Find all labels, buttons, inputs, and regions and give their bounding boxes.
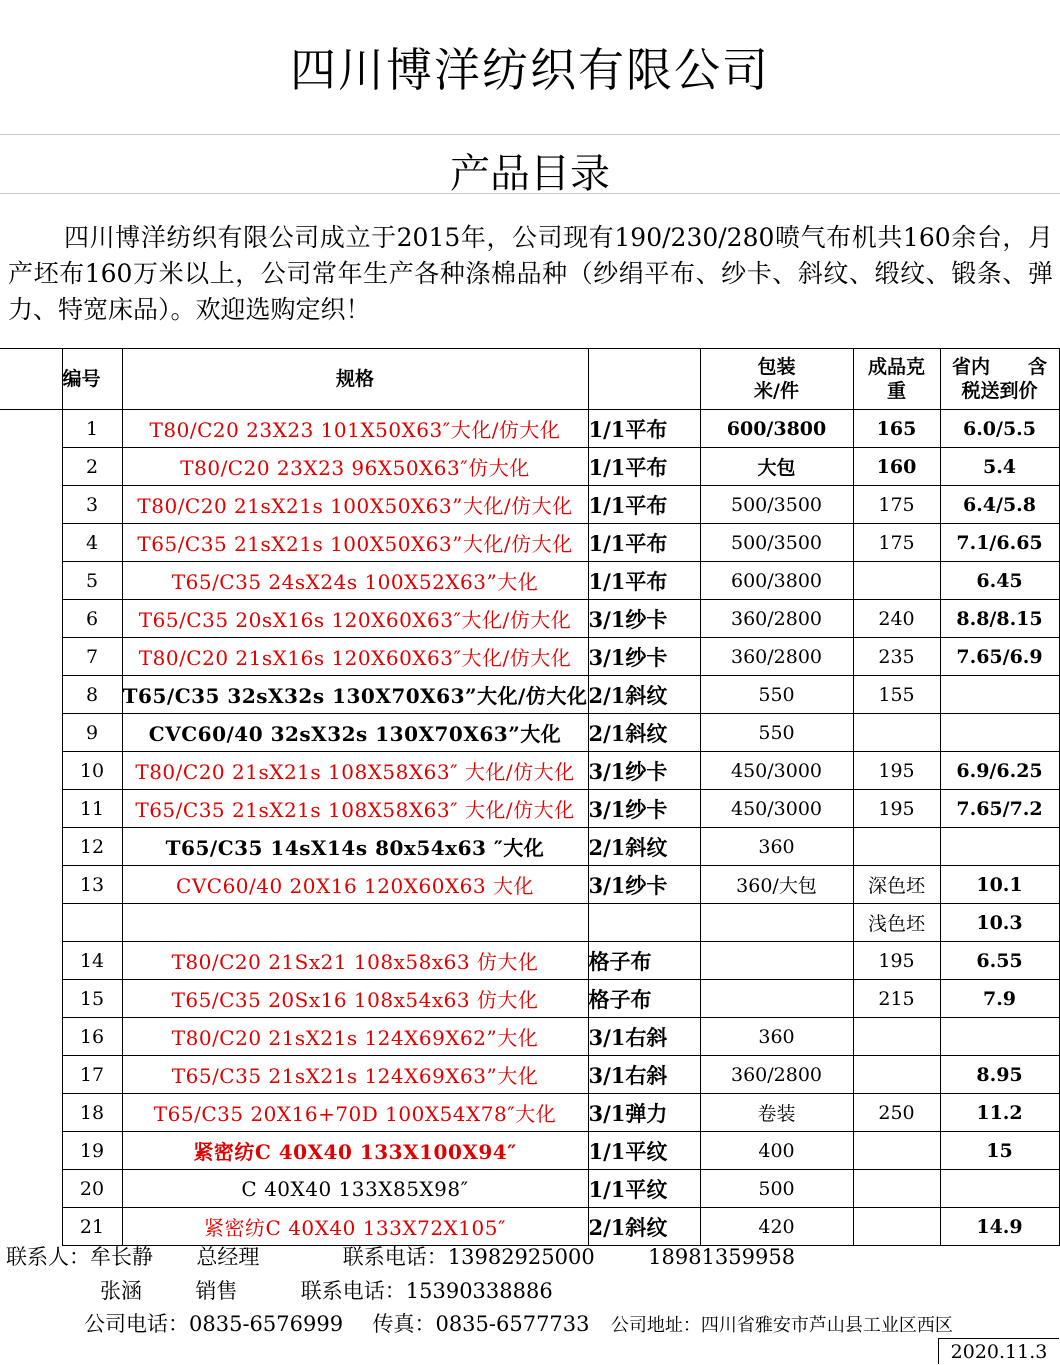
row-number: 5 bbox=[62, 562, 122, 600]
row-number: 18 bbox=[62, 1094, 122, 1132]
row-price: 6.0/5.5 bbox=[940, 410, 1059, 448]
row-blank bbox=[0, 1208, 62, 1246]
contact-name: 牟长静 bbox=[90, 1245, 153, 1269]
row-packing: 360/2800 bbox=[700, 1056, 853, 1094]
contact-title: 销售 bbox=[195, 1279, 238, 1303]
row-packing: 450/3000 bbox=[700, 790, 853, 828]
row-weave-type: 3/1右斜 bbox=[588, 1018, 700, 1056]
row-number: 14 bbox=[62, 942, 122, 980]
row-price: 5.4 bbox=[940, 448, 1059, 486]
contact-label: 联系人： bbox=[6, 1245, 90, 1269]
row-spec: 紧密纺C 40X40 133X100X94″ bbox=[122, 1132, 588, 1170]
row-spec: T80/C20 21sX16s 120X60X63″大化/仿大化 bbox=[122, 638, 588, 676]
row-spec: T65/C35 20sX16s 120X60X63″大化/仿大化 bbox=[122, 600, 588, 638]
row-packing: 大包 bbox=[700, 448, 853, 486]
row-weave-type: 2/1斜纹 bbox=[588, 1208, 700, 1246]
header-weight bbox=[853, 349, 940, 410]
row-spec: T65/C35 20Sx16 108x54x63 仿大化 bbox=[122, 980, 588, 1018]
row-spec: T65/C35 20X16+70D 100X54X78″大化 bbox=[122, 1094, 588, 1132]
row-spec: T65/C35 21sX21s 100X50X63”大化/仿大化 bbox=[122, 524, 588, 562]
row-number: 9 bbox=[62, 714, 122, 752]
table-row bbox=[0, 1018, 1059, 1056]
row-weave-type: 3/1纱卡 bbox=[588, 752, 700, 790]
row-price: 6.4/5.8 bbox=[940, 486, 1059, 524]
company-phone-label: 公司电话： bbox=[84, 1312, 189, 1336]
contact-line-2 bbox=[100, 1275, 553, 1305]
contact-phone-label: 联系电话： bbox=[300, 1279, 406, 1303]
row-weave-type: 2/1斜纹 bbox=[588, 714, 700, 752]
header-price bbox=[940, 349, 1059, 410]
row-spec: C 40X40 133X85X98″ bbox=[122, 1170, 588, 1208]
row-weight: 深色坯 bbox=[853, 866, 940, 904]
row-weight bbox=[853, 562, 940, 600]
table-row bbox=[0, 1056, 1059, 1094]
contact-phone-2: 18981359958 bbox=[648, 1245, 796, 1269]
row-packing: 500 bbox=[700, 1170, 853, 1208]
row-price: 7.65/7.2 bbox=[940, 790, 1059, 828]
row-price: 11.2 bbox=[940, 1094, 1059, 1132]
table-row bbox=[0, 676, 1059, 714]
row-spec: CVC60/40 32sX32s 130X70X63”大化 bbox=[122, 714, 588, 752]
row-number: 8 bbox=[62, 676, 122, 714]
row-number: 15 bbox=[62, 980, 122, 1018]
header-price-line2: 税送到价 bbox=[961, 380, 1038, 402]
table-row bbox=[0, 1094, 1059, 1132]
row-packing: 360 bbox=[700, 828, 853, 866]
row-weight bbox=[853, 1170, 940, 1208]
header-blank bbox=[0, 349, 62, 410]
row-weave-type: 1/1平布 bbox=[588, 524, 700, 562]
row-weave-type: 3/1纱卡 bbox=[588, 866, 700, 904]
row-blank bbox=[0, 866, 62, 904]
contact-name: 张涵 bbox=[100, 1279, 142, 1303]
row-price: 10.3 bbox=[940, 904, 1059, 942]
row-weave-type: 2/1斜纹 bbox=[588, 676, 700, 714]
table-row bbox=[0, 942, 1059, 980]
row-weight: 浅色坯 bbox=[853, 904, 940, 942]
table-row bbox=[0, 638, 1059, 676]
row-spec: T65/C35 21sX21s 124X69X63”大化 bbox=[122, 1056, 588, 1094]
row-weight: 235 bbox=[853, 638, 940, 676]
row-packing: 360/2800 bbox=[700, 638, 853, 676]
contact-phone-label: 联系电话： bbox=[342, 1245, 448, 1269]
row-price: 14.9 bbox=[940, 1208, 1059, 1246]
row-spec: T65/C35 24sX24s 100X52X63”大化 bbox=[122, 562, 588, 600]
row-price bbox=[940, 714, 1059, 752]
row-weave-type: 格子布 bbox=[588, 942, 700, 980]
row-price bbox=[940, 828, 1059, 866]
header-weight-line2: 重 bbox=[886, 380, 906, 402]
row-packing bbox=[700, 980, 853, 1018]
row-price: 7.1/6.65 bbox=[940, 524, 1059, 562]
row-packing: 360/大包 bbox=[700, 866, 853, 904]
row-weight bbox=[853, 1018, 940, 1056]
row-blank bbox=[0, 752, 62, 790]
header-price-line1: 省内 含 bbox=[951, 356, 1047, 378]
row-blank bbox=[0, 1018, 62, 1056]
contact-phone: 15390338886 bbox=[405, 1279, 553, 1303]
row-blank bbox=[0, 714, 62, 752]
row-blank bbox=[0, 524, 62, 562]
row-weight bbox=[853, 828, 940, 866]
product-table bbox=[0, 348, 1060, 1246]
row-packing: 600/3800 bbox=[700, 562, 853, 600]
row-price bbox=[940, 676, 1059, 714]
table-row bbox=[0, 866, 1059, 904]
table-row bbox=[0, 904, 1059, 942]
row-number: 16 bbox=[62, 1018, 122, 1056]
row-number: 11 bbox=[62, 790, 122, 828]
row-weave-type: 1/1平纹 bbox=[588, 1170, 700, 1208]
row-number: 20 bbox=[62, 1170, 122, 1208]
row-weight: 165 bbox=[853, 410, 940, 448]
company-title: 四川博洋纺织有限公司 bbox=[290, 43, 770, 97]
row-weight bbox=[853, 1056, 940, 1094]
contact-line-1 bbox=[6, 1241, 795, 1271]
row-spec: T80/C20 23X23 101X50X63″大化/仿大化 bbox=[122, 410, 588, 448]
row-blank bbox=[0, 600, 62, 638]
divider bbox=[0, 134, 1060, 135]
row-weave-type: 1/1平布 bbox=[588, 448, 700, 486]
row-blank bbox=[0, 790, 62, 828]
row-blank bbox=[0, 562, 62, 600]
row-packing: 550 bbox=[700, 676, 853, 714]
row-weight: 155 bbox=[853, 676, 940, 714]
row-number: 13 bbox=[62, 866, 122, 904]
row-blank bbox=[0, 448, 62, 486]
row-price: 8.95 bbox=[940, 1056, 1059, 1094]
row-weight: 160 bbox=[853, 448, 940, 486]
row-blank bbox=[0, 1132, 62, 1170]
table-row bbox=[0, 980, 1059, 1018]
row-number: 3 bbox=[62, 486, 122, 524]
row-number: 7 bbox=[62, 638, 122, 676]
row-price: 7.65/6.9 bbox=[940, 638, 1059, 676]
row-number: 6 bbox=[62, 600, 122, 638]
row-packing: 400 bbox=[700, 1132, 853, 1170]
row-blank bbox=[0, 676, 62, 714]
row-spec bbox=[122, 904, 588, 942]
table-row bbox=[0, 410, 1059, 448]
row-blank bbox=[0, 904, 62, 942]
row-blank bbox=[0, 638, 62, 676]
table-row bbox=[0, 486, 1059, 524]
row-weave-type: 1/1平布 bbox=[588, 562, 700, 600]
row-spec: T80/C20 21sX21s 108X58X63″ 大化/仿大化 bbox=[122, 752, 588, 790]
row-weave-type: 3/1弹力 bbox=[588, 1094, 700, 1132]
row-price: 8.8/8.15 bbox=[940, 600, 1059, 638]
catalog-title: 产品目录 bbox=[450, 151, 610, 197]
row-weave-type: 格子布 bbox=[588, 980, 700, 1018]
row-weight: 175 bbox=[853, 524, 940, 562]
row-weave-type: 1/1平布 bbox=[588, 410, 700, 448]
row-number: 12 bbox=[62, 828, 122, 866]
header-pack-line2: 米/件 bbox=[754, 380, 799, 402]
row-weave-type: 1/1平布 bbox=[588, 486, 700, 524]
row-blank bbox=[0, 486, 62, 524]
row-number bbox=[62, 904, 122, 942]
row-weight: 240 bbox=[853, 600, 940, 638]
row-number: 19 bbox=[62, 1132, 122, 1170]
table-row bbox=[0, 1170, 1059, 1208]
row-number: 1 bbox=[62, 410, 122, 448]
row-number: 21 bbox=[62, 1208, 122, 1246]
row-weave-type: 3/1纱卡 bbox=[588, 638, 700, 676]
contact-title: 总经理 bbox=[196, 1245, 260, 1269]
row-weight bbox=[853, 714, 940, 752]
row-weave-type: 1/1平纹 bbox=[588, 1132, 700, 1170]
company-phone: 0835-6576999 bbox=[189, 1312, 344, 1336]
row-weight bbox=[853, 1132, 940, 1170]
row-packing: 550 bbox=[700, 714, 853, 752]
row-blank bbox=[0, 410, 62, 448]
row-packing: 卷装 bbox=[700, 1094, 853, 1132]
table-row bbox=[0, 448, 1059, 486]
row-packing: 600/3800 bbox=[700, 410, 853, 448]
row-spec: T65/C35 14sX14s 80x54x63 ″大化 bbox=[122, 828, 588, 866]
company-contact-line bbox=[84, 1308, 953, 1338]
address-label: 公司地址： bbox=[610, 1315, 701, 1336]
row-price: 6.9/6.25 bbox=[940, 752, 1059, 790]
row-weight: 195 bbox=[853, 790, 940, 828]
table-row bbox=[0, 1208, 1059, 1246]
row-price bbox=[940, 1018, 1059, 1056]
company-intro bbox=[8, 220, 1053, 328]
header-no: 编号 bbox=[62, 349, 122, 410]
table-header-row bbox=[0, 349, 1059, 410]
row-number: 2 bbox=[62, 448, 122, 486]
row-blank bbox=[0, 942, 62, 980]
row-weight: 215 bbox=[853, 980, 940, 1018]
catalog-date: 2020.11.3 bbox=[938, 1338, 1059, 1364]
row-spec: T80/C20 21sX21s 100X50X63”大化/仿大化 bbox=[122, 486, 588, 524]
row-price: 15 bbox=[940, 1132, 1059, 1170]
row-weight: 175 bbox=[853, 486, 940, 524]
row-number: 4 bbox=[62, 524, 122, 562]
header-pack-line1: 包装 bbox=[757, 356, 796, 378]
table-row bbox=[0, 600, 1059, 638]
address: 四川省雅安市芦山县工业区西区 bbox=[700, 1315, 953, 1336]
row-weight: 250 bbox=[853, 1094, 940, 1132]
row-spec: T65/C35 21sX21s 108X58X63″ 大化/仿大化 bbox=[122, 790, 588, 828]
header-pack bbox=[700, 349, 853, 410]
table-row bbox=[0, 714, 1059, 752]
row-weave-type: 2/1斜纹 bbox=[588, 828, 700, 866]
fax-label: 传真： bbox=[372, 1312, 436, 1336]
row-packing bbox=[700, 904, 853, 942]
row-number: 17 bbox=[62, 1056, 122, 1094]
row-weave-type: 3/1纱卡 bbox=[588, 600, 700, 638]
row-weave-type bbox=[588, 904, 700, 942]
row-blank bbox=[0, 828, 62, 866]
row-price: 10.1 bbox=[940, 866, 1059, 904]
row-price: 6.45 bbox=[940, 562, 1059, 600]
table-row bbox=[0, 524, 1059, 562]
row-number: 10 bbox=[62, 752, 122, 790]
row-weight: 195 bbox=[853, 942, 940, 980]
row-price: 7.9 bbox=[940, 980, 1059, 1018]
row-blank bbox=[0, 980, 62, 1018]
row-blank bbox=[0, 1056, 62, 1094]
row-weave-type: 3/1纱卡 bbox=[588, 790, 700, 828]
row-packing: 500/3500 bbox=[700, 486, 853, 524]
row-blank bbox=[0, 1094, 62, 1132]
row-weight: 195 bbox=[853, 752, 940, 790]
header-weight-line1: 成品克 bbox=[867, 356, 925, 378]
row-spec: 紧密纺C 40X40 133X72X105″ bbox=[122, 1208, 588, 1246]
row-packing: 500/3500 bbox=[700, 524, 853, 562]
row-packing: 360 bbox=[700, 1018, 853, 1056]
table-row bbox=[0, 828, 1059, 866]
row-spec: T80/C20 23X23 96X50X63″仿大化 bbox=[122, 448, 588, 486]
row-spec: T80/C20 21sX21s 124X69X62”大化 bbox=[122, 1018, 588, 1056]
table-row bbox=[0, 1132, 1059, 1170]
header-type bbox=[588, 349, 700, 410]
contact-phone: 13982925000 bbox=[447, 1245, 595, 1269]
table-row bbox=[0, 752, 1059, 790]
row-packing bbox=[700, 942, 853, 980]
row-weight bbox=[853, 1208, 940, 1246]
row-spec: CVC60/40 20X16 120X60X63 大化 bbox=[122, 866, 588, 904]
intro-text: 四川博洋纺织有限公司成立于2015年，公司现有190/230/280喷气布机共160余台，月产坯布160万米以上，公司常年生产各种涤棉品种（纱绢平布、纱卡、斜纹、缎纹、锻条、弹力、特宽床品）。欢迎选购定织！ bbox=[8, 223, 1053, 324]
row-packing: 420 bbox=[700, 1208, 853, 1246]
fax-number: 0835-6577733 bbox=[435, 1312, 590, 1336]
row-blank bbox=[0, 1170, 62, 1208]
row-price bbox=[940, 1170, 1059, 1208]
row-packing: 450/3000 bbox=[700, 752, 853, 790]
header-spec: 规格 bbox=[122, 349, 588, 410]
table-row bbox=[0, 562, 1059, 600]
row-spec: T65/C35 32sX32s 130X70X63”大化/仿大化 bbox=[122, 676, 588, 714]
row-packing: 360/2800 bbox=[700, 600, 853, 638]
row-price: 6.55 bbox=[940, 942, 1059, 980]
table-row bbox=[0, 790, 1059, 828]
row-weave-type: 3/1右斜 bbox=[588, 1056, 700, 1094]
row-spec: T80/C20 21Sx21 108x58x63 仿大化 bbox=[122, 942, 588, 980]
